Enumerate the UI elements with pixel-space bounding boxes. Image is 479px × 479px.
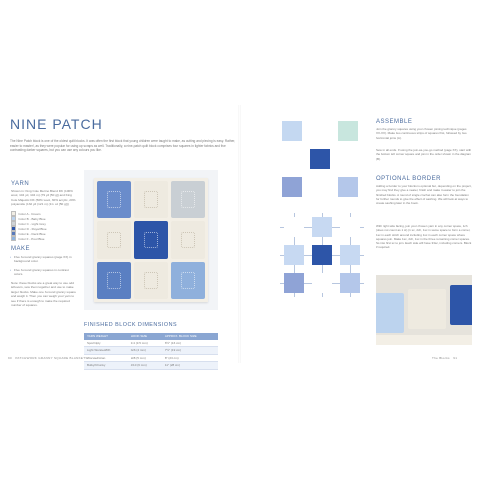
diagram-square	[338, 177, 358, 197]
granny-square	[97, 262, 131, 299]
granny-square	[171, 181, 205, 218]
photo-square	[376, 293, 404, 333]
granny-square	[134, 181, 168, 218]
folio-left	[8, 356, 88, 360]
diagram-square	[310, 149, 330, 169]
make-bullet-2: • Five 3-round granny squares in contrast colors.	[14, 268, 74, 277]
granny-square	[171, 221, 205, 258]
diagram-square	[338, 121, 358, 141]
dimensions-heading: FINISHED BLOCK DIMENSIONS	[84, 322, 178, 328]
photo-border	[376, 335, 472, 345]
col-block-size: APPROX. BLOCK SIZE	[162, 333, 218, 340]
diagram-square	[282, 121, 302, 141]
diagram-square	[282, 177, 302, 197]
assembly-diagram-b	[280, 213, 364, 297]
diagram-square	[282, 149, 302, 169]
table-row	[84, 340, 218, 347]
diagram-square	[280, 241, 308, 269]
assembly-diagram-a	[282, 121, 358, 197]
dimensions-table	[84, 333, 218, 370]
table-row	[84, 347, 218, 355]
color-list	[11, 211, 81, 241]
border-detail-photo	[376, 275, 472, 345]
diagram-square	[280, 269, 308, 297]
page-title: NINE PATCH	[10, 116, 103, 132]
diagram-square	[308, 269, 336, 297]
granny-square	[97, 221, 131, 258]
color-swatch	[11, 236, 16, 241]
cell-hook-size: H/8 (5 mm)	[128, 354, 162, 362]
assemble-text-1: Join the granny squares using your chosen joining technique (pages XX-XX). Make two continuous strips of squares first, followed by two horizontal joins (A).	[376, 127, 467, 140]
diagram-square	[308, 213, 336, 241]
nine-patch-block	[94, 178, 208, 302]
yarn-heading: YARN	[11, 181, 30, 187]
folio-right	[432, 356, 457, 360]
make-note: Note: these blocks are a great way to use odd leftovers, sew them together and use to make larger blocks. Make one 3-round granny square and weigh it. Then you can weigh your yarn to see if there is enough to make the required number of squares.	[11, 281, 77, 308]
cell-yarn-weight: Light Worsted/DK	[84, 347, 128, 355]
color-label: Color A - Cream	[18, 211, 41, 216]
cell-hook-size: G/6 (4 mm)	[128, 347, 162, 355]
photo-square	[408, 289, 446, 329]
yarn-text: Shown in: King Cole Merino Blend DK (100% wool, 104 yd, 104 m) (79 yd [50 g]) and King Cole Majestic DK (50% wool, 30% acrylic, 20% polyamide (132 yd (121 m) (1¾ oz [50 g]))	[11, 189, 76, 207]
color-label: Color E - Deck Blue	[18, 231, 46, 236]
make-bullet-1: • Five 3-round granny squares (page XX) in background color.	[14, 255, 74, 264]
color-label: Color D - Royal Blue	[18, 226, 47, 231]
border-text-1: Adding a border to your blocks is optional but, depending on the project, you may find they give a neater, finish and make it easier to join the finished blocks. A round of single crochet can also form the foundation for further rounds to give the effect of sashing. We will look at ways to create sashing later in the book.	[376, 184, 472, 206]
granny-square	[97, 181, 131, 218]
diagram-square	[280, 213, 308, 241]
assemble-heading: ASSEMBLE	[376, 119, 413, 125]
cell-yarn-weight: Worsted/Aran	[84, 354, 128, 362]
cell-block-size: 6½" (16 cm)	[162, 340, 218, 347]
color-item	[11, 236, 81, 241]
color-label: Color F - Pool Blue	[18, 236, 45, 241]
diagram-square	[310, 121, 330, 141]
diagram-square	[336, 269, 364, 297]
col-hook-size: HOOK SIZE	[128, 333, 162, 340]
col-yarn-weight: YARN WEIGHT	[84, 333, 128, 340]
color-label: Color B - Baby Blue	[18, 216, 46, 221]
photo-square	[450, 285, 472, 325]
granny-square	[134, 262, 168, 299]
cell-yarn-weight: Bulky/Chunky	[84, 362, 128, 370]
granny-square	[171, 262, 205, 299]
cell-hook-size: J/10 (6 mm)	[128, 362, 162, 370]
diagram-square	[336, 241, 364, 269]
make-heading: MAKE	[11, 246, 31, 252]
border-text-2: With right side facing, join your chosen yarn in any corner space, 1ch (does not count as 1 st) (1 sc, 2ch, 1sc in same space to form a corner, 1sc in each stitch around including 1sc in each corner space where squares join. Make 1sc, 2ch, 1sc in the three remaining corner spaces. Ss into first sc to join. Each side will have 33sc, including corners. Block if required.	[376, 224, 472, 250]
diagram-square	[308, 241, 336, 269]
nine-patch-photo	[84, 170, 218, 310]
cell-hook-size: 3.4 (3.5 mm)	[128, 340, 162, 347]
border-heading: OPTIONAL BORDER	[376, 176, 441, 182]
assemble-text-2: Sew in all ends. If using the join-as-you-go method (page XX), start with the bottom left corner square and join in the order shown in the diagram (B).	[376, 148, 472, 161]
running-header-left: PATCHWORK GRANNY SQUARE BLANKETS	[15, 356, 88, 360]
granny-square	[134, 221, 168, 258]
intro-paragraph: The Nine Patch block is one of the oldest quilt blocks. It was often the first block that young children were taught to make, as cutting and piecing is easy. Rather, easier to master!, as they were popular for using up scraps as well. Traditionally, a nine-patch quilt block comprises four squares in lighter fabrics and five contrasting darker squares, but you can use any colours you like.	[10, 139, 236, 153]
table-row	[84, 362, 218, 370]
page-gutter	[238, 105, 241, 363]
color-label: Color C - Light Grey	[18, 221, 46, 226]
page-number-left: 90	[8, 356, 12, 360]
diagram-square	[310, 177, 330, 197]
diagram-square	[338, 149, 358, 169]
diagram-square	[336, 213, 364, 241]
cell-block-size: 11" (28 cm)	[162, 362, 218, 370]
page-number-right: 91	[453, 356, 458, 360]
cell-block-size: 7½" (19 cm)	[162, 347, 218, 355]
running-header-right: The Blocks	[432, 356, 450, 360]
table-row	[84, 354, 218, 362]
cell-yarn-weight: Sport/4ply	[84, 340, 128, 347]
cell-block-size: 8" (23 cm)	[162, 354, 218, 362]
